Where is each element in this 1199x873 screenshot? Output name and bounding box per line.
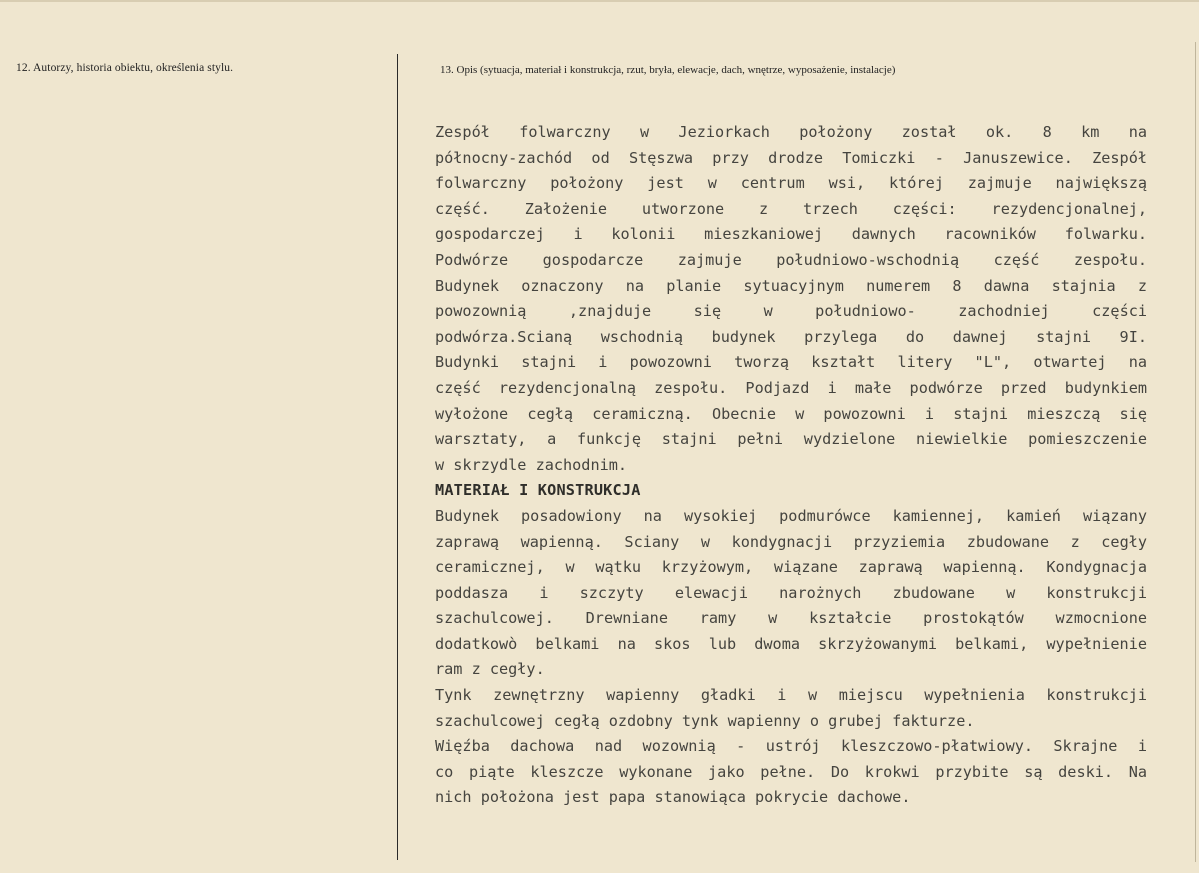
text-line: folwarczny położony jest w centrum wsi, której zajmuje największą	[435, 174, 1147, 193]
text-line: część. Założenie utworzone z trzech części: rezydencjonalnej,	[435, 199, 1147, 218]
text-line: w skrzydle zachodnim.	[435, 455, 628, 474]
text-line: Budynek oznaczony na planie sytuacyjnym numerem 8 dawna stajnia z	[435, 276, 1147, 295]
text-line: Tynk zewnętrzny wapienny gładki i w miejscu wypełnienia konstrukcji	[435, 686, 1147, 705]
description-text	[435, 120, 1147, 811]
text-line: północny-zachód od Stęszwa przy drodze Tomiczki - Januszewice. Zespół	[435, 148, 1147, 167]
page-edge	[1195, 42, 1196, 862]
text-line: dodatkowò belkami na skos lub dwoma skrzyżowanymi belkami, wypełnienie	[435, 634, 1147, 653]
text-line: Budynek posadowiony na wysokiej podmurówce kamiennej, kamień wiązany	[435, 506, 1147, 525]
text-line: szachulcowej. Drewniane ramy w kształcie prostokątów wzmocnione	[435, 609, 1147, 628]
text-line: ram z cegły.	[435, 660, 545, 679]
text-line: gospodarczej i kolonii mieszkaniowej dawnych racowników folwarku.	[435, 225, 1147, 244]
text-line: zaprawą wapienną. Sciany w kondygnacji przyziemia zbudowane z cegły	[435, 532, 1147, 551]
text-line: Budynki stajni i powozowni tworzą kształt litery "L", otwartej na	[435, 353, 1147, 372]
text-line: część rezydencjonalną zespołu. Podjazd i małe podwórze przed budynkiem	[435, 378, 1147, 397]
text-line: Zespół folwarczny w Jeziorkach położony został ok. 8 km na	[435, 123, 1147, 141]
material-heading: MATERIAŁ I KONSTRUKCJA	[435, 481, 641, 500]
text-line: ceramicznej, w wątku krzyżowym, wiązane zaprawą wapienną. Kondygnacja	[435, 558, 1147, 577]
text-line: nich położona jest papa stanowiąca pokrycie dachowe.	[435, 788, 911, 807]
text-line: wyłożone cegłą ceramiczną. Obecnie w powozowni i stajni mieszczą się	[435, 404, 1147, 423]
text-line: poddasza i szczyty elewacji narożnych zbudowane w konstrukcji	[435, 583, 1147, 602]
text-line: Więźba dachowa nad wozownią - ustrój kleszczowo-płatwiowy. Skrajne i	[435, 737, 1147, 756]
text-line: powozownią ,znajduje się w południowo- zachodniej części	[435, 302, 1147, 321]
text-line: co piąte kleszcze wykonane jako pełne. Do krokwi przybite są deski. Na	[435, 762, 1147, 781]
text-line: warsztaty, a funkcję stajni pełni wydzielone niewielkie pomieszczenie	[435, 430, 1147, 449]
section-12-label: 12. Autorzy, historia obiektu, określenia stylu.	[16, 62, 234, 74]
text-line: podwórza.Scianą wschodnią budynek przylega do dawnej stajni 9I.	[435, 327, 1147, 346]
text-line: szachulcowej cegłą ozdobny tynk wapienny o grubej fakturze.	[435, 711, 975, 730]
column-divider	[397, 54, 398, 860]
section-13-label: 13. Opis (sytuacja, materiał i konstrukcja, rzut, bryła, elewacje, dach, wnętrze, wyposażenie, instalacje)	[440, 64, 896, 76]
text-line: Podwórze gospodarcze zajmuje południowo-wschodnią część zespołu.	[435, 250, 1147, 269]
